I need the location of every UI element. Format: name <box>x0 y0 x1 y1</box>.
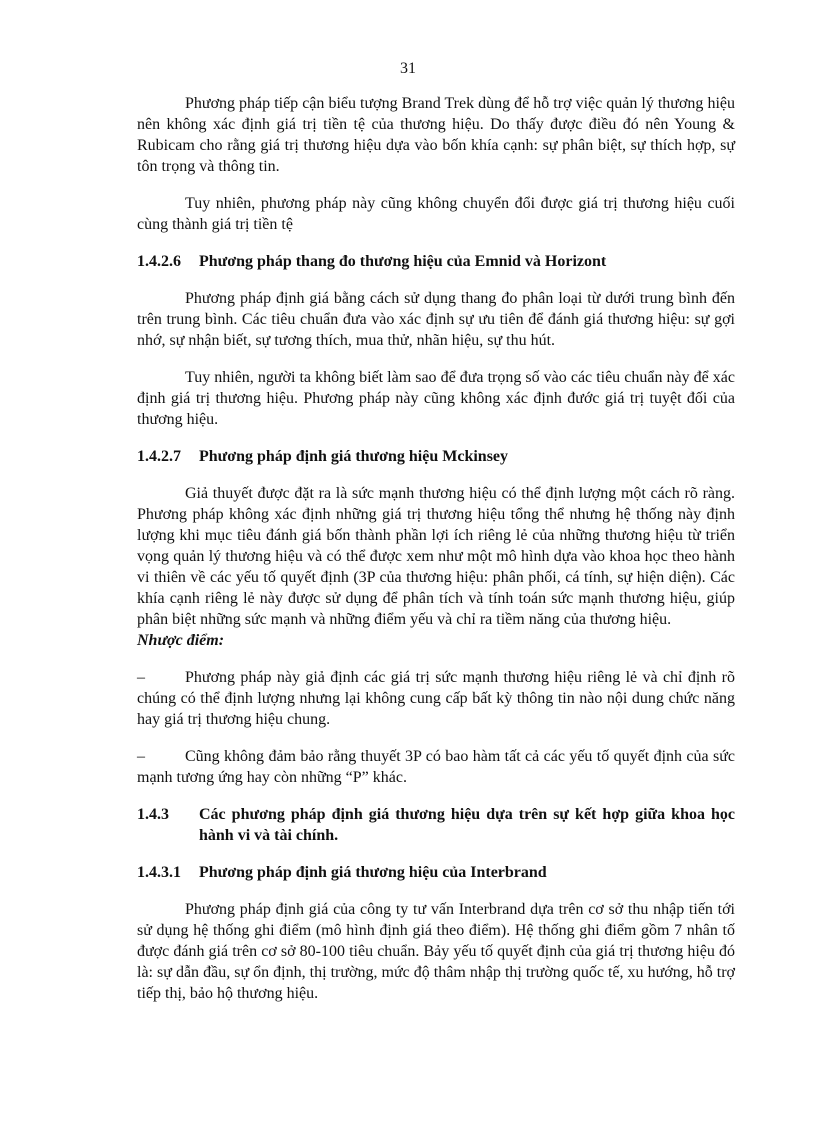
dash-item-text: Cũng không đảm bảo rằng thuyết 3P có bao hàm tất cả các yếu tố quyết định của sức mạnh tương ứng hay còn những “P” khác. <box>137 748 735 786</box>
heading-number: 1.4.2.7 <box>137 448 181 465</box>
heading-1-4-3 <box>137 804 735 846</box>
dash-item-2 <box>137 746 735 788</box>
paragraph-emnid-limitation: Tuy nhiên, người ta không biết làm sao để đưa trọng số vào các tiêu chuẩn này để xác định giá trị thương hiệu. Phương pháp này cũng không xác định đước giá trị tuyệt đối của thương hiệu. <box>137 369 735 428</box>
page-number: 31 <box>400 60 416 77</box>
dash-item-text: Phương pháp này giả định các giá trị sức mạnh thương hiệu riêng lẻ và chỉ định rõ chúng có thể định lượng nhưng lại không cung cấp bất kỳ thông tin nào nội dung chức năng hay giá trị thương hiệu chung. <box>137 669 735 728</box>
paragraph-emnid-method: Phương pháp định giá bằng cách sử dụng thang đo phân loại từ dưới trung bình đến trên trung bình. Các tiêu chuẩn đưa vào xác định sự ưu tiên để đánh giá thương hiệu: sự gợi nhớ, sự nhận biết, sự tương thích, mua thử, nhãn hiệu, sự thu hút. <box>137 290 735 349</box>
heading-text: Phương pháp thang đo thương hiệu của Emnid và Horizont <box>199 253 607 270</box>
heading-text: Các phương pháp định giá thương hiệu dựa trên sự kết hợp giữa khoa học hành vi và tài chính. <box>199 806 735 844</box>
heading-1-4-2-6 <box>137 251 735 272</box>
heading-1-4-2-7 <box>137 446 735 467</box>
dash-item-1 <box>137 667 735 730</box>
subheading-nhuoc-diem: Nhược điểm: <box>137 632 225 649</box>
dash-marker: – <box>137 669 145 686</box>
heading-1-4-3-1 <box>137 862 735 883</box>
heading-text: Phương pháp định giá thương hiệu Mckinsey <box>199 448 509 465</box>
heading-number: 1.4.3.1 <box>137 864 181 881</box>
heading-text: Phương pháp định giá thương hiệu của Interbrand <box>199 864 547 881</box>
paragraph-interbrand: Phương pháp định giá của công ty tư vấn Interbrand dựa trên cơ sở thu nhập tiến tới sử dụng hệ thống ghi điểm (mô hình định giá theo điểm). Hệ thống ghi điểm gồm 7 nhân tố được đánh giá trên cơ sở 80-100 tiêu chuẩn. Bảy yếu tố quyết định của giá trị thương hiệu đó là: sự dẫn đầu, sự ổn định, thị trường, mức độ thâm nhập thị trường quốc tế, xu hướng, hỗ trợ tiếp thị, bảo hộ thương hiệu. <box>137 901 735 1002</box>
paragraph-brand-trek: Phương pháp tiếp cận biểu tượng Brand Trek dùng để hỗ trợ việc quản lý thương hiệu nên không xác định giá trị tiền tệ của thương hiệu. Do thấy được điều đó nên Young & Rubicam cho rằng giá trị thương hiệu dựa vào bốn khía cạnh: sự phân biệt, sự thích hợp, sự tôn trọng và thông tin. <box>137 95 735 175</box>
page-content <box>137 93 735 1004</box>
heading-number: 1.4.3 <box>137 806 169 823</box>
dash-marker: – <box>137 748 145 765</box>
paragraph-brand-trek-limitation: Tuy nhiên, phương pháp này cũng không chuyển đổi được giá trị thương hiệu cuối cùng thành giá trị tiền tệ <box>137 195 735 233</box>
paragraph-mckinsey: Giả thuyết được đặt ra là sức mạnh thương hiệu có thể định lượng một cách rõ ràng. Phương pháp không xác định những giá trị thương hiệu tổng thể nhưng hệ thống này định lượng khi mục tiêu đánh giá bốn thành phần lợi ích riêng lẻ của những thương hiệu từ triển vọng quản lý thương hiệu và có thể được xem như một mô hình dựa vào khoa học theo hành vi thiên về các yếu tố quyết định (3P của thương hiệu: phân phối, cá tính, sự hiện diện). Các khía cạnh riêng lẻ này được sử dụng để phân tích và tính toán sức mạnh thương hiệu, giúp phân biệt những sức mạnh và những điểm yếu và chỉ ra tiềm năng của thương hiệu. <box>137 485 735 628</box>
heading-number: 1.4.2.6 <box>137 253 181 270</box>
